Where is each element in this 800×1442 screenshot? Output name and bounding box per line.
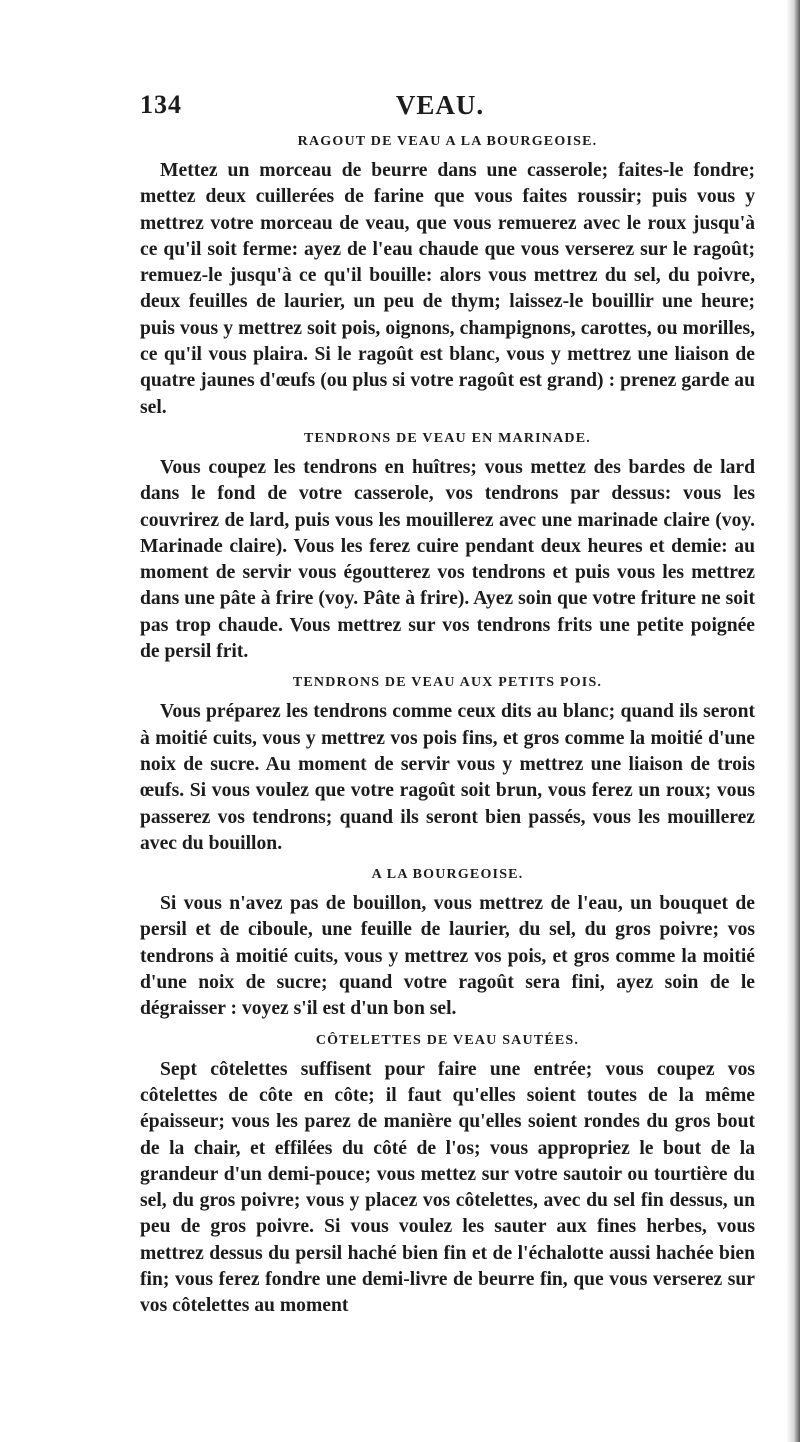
section-title: TENDRONS DE VEAU EN MARINADE. <box>304 430 591 446</box>
recipe-section <box>140 431 755 665</box>
recipe-section <box>140 1033 755 1320</box>
recipe-section <box>140 675 755 857</box>
section-text: Vous coupez les tendrons en huîtres; vous mettez des bardes de lard dans le fond de votre casserole, vos tendrons par dessus: vous les couvrirez de lard, puis vous les mouillerez avec une marinade claire (voy. Marinade claire). Vous les ferez cuire pendant deux heures et demie: au moment de servir vous égoutterez vos tendrons et puis vous les mettrez dans une pâte à frire (voy. Pâte à frire). Ayez soin que votre friture ne soit pas trop chaude. Vous mettrez sur vos tendrons frits une petite poignée de persil frit. <box>140 456 755 663</box>
recipe-section <box>140 867 755 1022</box>
page-edge-shadow <box>786 0 800 1442</box>
section-text: Mettez un morceau de beurre dans une casserole; faites-le fondre; mettez deux cuillerées de farine que vous faites roussir; puis vous y mettrez votre morceau de veau, que vous remuerez avec le roux jusqu'à ce qu'il soit ferme: ayez de l'eau chaude que vous verserez sur le ragoût; remuez-le jusqu'à ce qu'il bouille: alors vous mettrez du sel, du poivre, deux feuilles de laurier, un peu de thym; laissez-le bouillir une heure; puis vous y mettrez soit pois, oignons, champignons, carottes, ou morilles, ce qu'il vous plaira. Si le ragoût est blanc, vous y mettrez une liaison de quatre jaunes d'œufs (ou plus si votre ragoût est grand) : prenez garde au sel. <box>140 160 755 418</box>
section-text: Sept côtelettes suffisent pour faire une entrée; vous coupez vos côtelettes de côte en côte; il faut qu'elles soient toutes de la même épaisseur; vous les parez de manière qu'elles soient rondes du gros bout de la chair, et effilées du côté de l'os; vous appropriez le bout de la grandeur d'un demi-pouce; vous mettez sur votre sautoir ou tourtière du sel, du gros poivre; vous y placez vos côtelettes, avec du sel fin dessus, un peu de gros poivre. Si vous voulez les sauter aux fines herbes, vous mettrez dessus du persil haché bien fin et de l'échalotte aussi hachée bien fin; vous ferez fondre une demi-livre de beurre fin, que vous verserez sur vos côtelettes au moment <box>140 1058 755 1317</box>
page-content <box>140 134 755 1320</box>
section-text: Vous préparez les tendrons comme ceux dits au blanc; quand ils seront à moitié cuits, vous y mettrez vos pois fins, et gros comme la moitié d'une noix de sucre. Au moment de servir vous y mettrez une liaison de trois œufs. Si vous voulez que votre ragoût soit brun, vous ferez un roux; vous passerez vos tendrons; quand ils seront bien passés, vous les mouillerez avec du bouillon. <box>140 701 755 854</box>
page-header <box>140 90 740 130</box>
page-number: 134 <box>140 90 182 119</box>
running-title: VEAU. <box>395 90 485 120</box>
section-title: A LA BOURGEOISE. <box>371 867 524 883</box>
section-title: RAGOUT DE VEAU A LA BOURGEOISE. <box>297 134 598 149</box>
section-title: CÔTELETTES DE VEAU SAUTÉES. <box>315 1032 580 1048</box>
recipe-section <box>140 134 755 421</box>
section-title: TENDRONS DE VEAU AUX PETITS POIS. <box>292 675 603 691</box>
section-text: Si vous n'avez pas de bouillon, vous mettrez de l'eau, un bouquet de persil et de ciboule, une feuille de laurier, du sel, du gros poivre; vos tendrons à moitié cuits, vous y mettrez vos pois, et gros comme la moitié d'une noix de sucre; quand votre ragoût sera fini, ayez soin de le dégraisser : voyez s'il est d'un bon sel. <box>140 893 755 1020</box>
